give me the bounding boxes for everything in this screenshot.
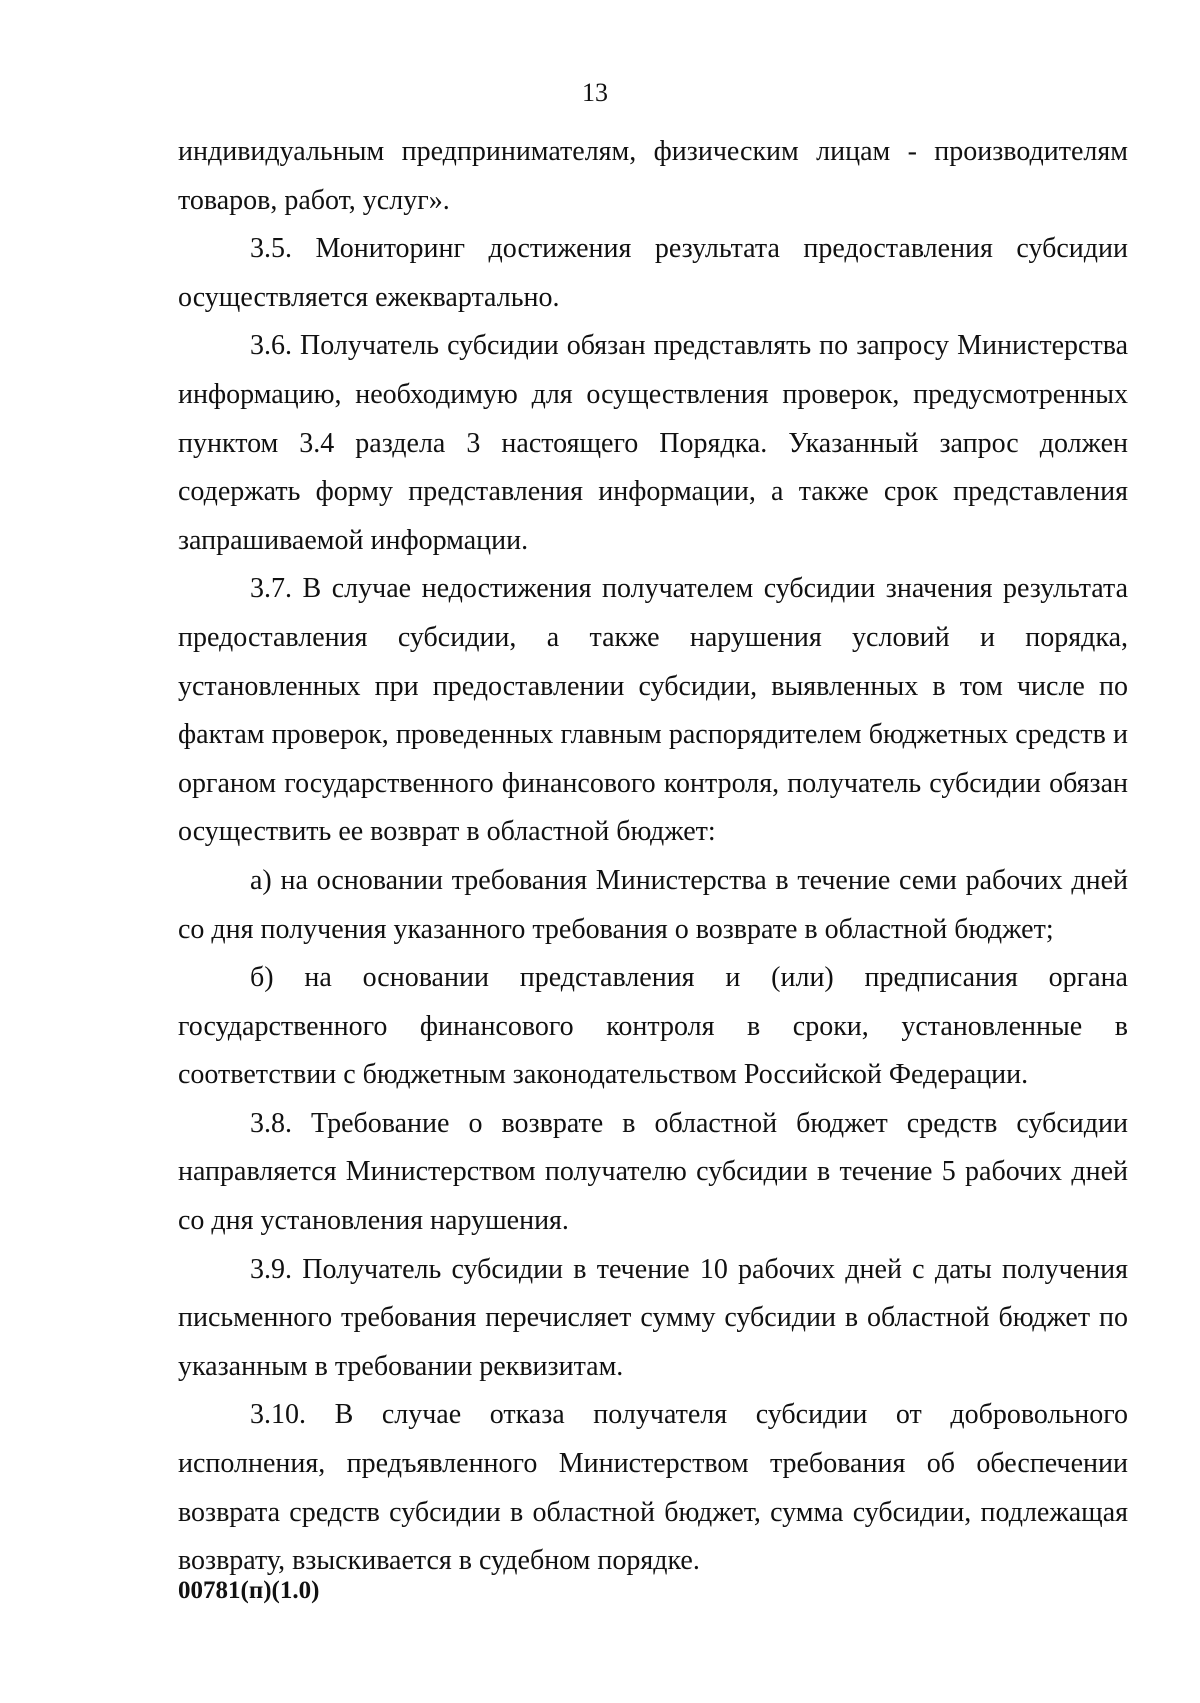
paragraph-3-5: 3.5. Мониторинг достижения результата предоставления субсидии осуществляется ежеквартально.: [178, 233, 1128, 313]
paragraph-3-6: 3.6. Получатель субсидии обязан представлять по запросу Министерства информацию, необходимую для осуществления проверок, предусмотренных пунктом 3.4 раздела 3 настоящего Порядка. Указанный запрос должен содержать форму представления информации, а также срок представления запрашиваемой информации.: [178, 330, 1128, 556]
document-code: 00781(п)(1.0): [178, 1577, 320, 1604]
paragraph-3-10: 3.10. В случае отказа получателя субсидии от добровольного исполнения, предъявленного Министерством требования об обеспечении возврата средств субсидии в областной бюджет, сумма субсидии, подлежащая возврату, взыскивается в судебном порядке.: [178, 1399, 1128, 1577]
paragraph-3-8: 3.8. Требование о возврате в областной бюджет средств субсидии направляется Министерством получателю субсидии в течение 5 рабочих дней со дня установления нарушения.: [178, 1107, 1128, 1237]
page-number: 13: [582, 78, 608, 107]
paragraph-3-7: 3.7. В случае недостижения получателем субсидии значения результата предоставления субсидии, а также нарушения условий и порядка, установленных при предоставлении субсидии, выявленных в том числе по фактам проверок, проведенных главным распорядителем бюджетных средств и органом государственного финансового контроля, получатель субсидии обязан осуществить ее возврат в областной бюджет:: [178, 573, 1128, 848]
paragraph-continuation: индивидуальным предпринимателям, физическим лицам - производителям товаров, работ, услуг».: [178, 136, 1128, 216]
subparagraph-b: б) на основании представления и (или) предписания органа государственного финансового контроля в сроки, установленные в соответствии с бюджетным законодательством Российской Федерации.: [178, 962, 1128, 1091]
subparagraph-a: а) на основании требования Министерства в течение семи рабочих дней со дня получения указанного требования о возврате в областной бюджет;: [178, 864, 1128, 945]
paragraph-3-9: 3.9. Получатель субсидии в течение 10 рабочих дней с даты получения письменного требования перечисляет сумму субсидии в областной бюджет по указанным в требовании реквизитам.: [178, 1253, 1128, 1382]
document-body: [178, 128, 1128, 1586]
